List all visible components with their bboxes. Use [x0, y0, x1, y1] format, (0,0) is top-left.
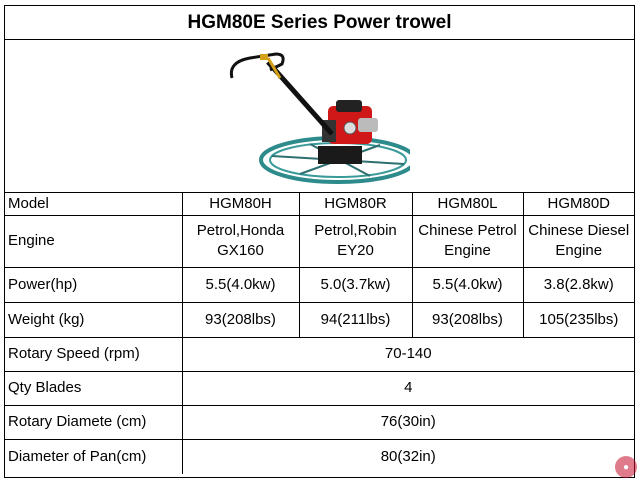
qty-blades-value: 4: [182, 371, 634, 405]
page-title: HGM80E Series Power trowel: [5, 6, 634, 40]
engine-hgm80r: Petrol,Robin EY20: [299, 215, 412, 267]
row-label-rotary-speed: Rotary Speed (rpm): [5, 337, 182, 371]
engine-hgm80h: Petrol,Honda GX160: [182, 215, 299, 267]
weight-hgm80d: 105(235lbs): [523, 302, 634, 337]
power-trowel-icon: [220, 48, 410, 190]
row-label-qty-blades: Qty Blades: [5, 371, 182, 405]
table-row: [5, 371, 634, 405]
row-label-rotary-diameter: Rotary Diamete (cm): [5, 405, 182, 439]
engine-hgm80l: Chinese Petrol Engine: [412, 215, 523, 267]
table-row: [5, 193, 634, 215]
table-row: [5, 302, 634, 337]
power-hgm80h: 5.5(4.0kw): [182, 267, 299, 302]
model-hgm80d: HGM80D: [523, 193, 634, 215]
rotary-speed-value: 70-140: [182, 337, 634, 371]
row-label-engine: Engine: [5, 215, 182, 267]
power-hgm80l: 5.5(4.0kw): [412, 267, 523, 302]
weight-hgm80l: 93(208lbs): [412, 302, 523, 337]
watermark-logo-icon: ●: [615, 456, 637, 478]
table-row: [5, 439, 634, 474]
table-row: [5, 337, 634, 371]
engine-hgm80d: Chinese Diesel Engine: [523, 215, 634, 267]
row-label-weight: Weight (kg): [5, 302, 182, 337]
row-label-power: Power(hp): [5, 267, 182, 302]
row-label-model: Model: [5, 193, 182, 215]
table-row: [5, 215, 634, 267]
row-label-pan-diameter: Diameter of Pan(cm): [5, 439, 182, 474]
product-photo: [5, 40, 634, 193]
spec-table: [5, 193, 634, 474]
table-row: [5, 405, 634, 439]
power-hgm80d: 3.8(2.8kw): [523, 267, 634, 302]
model-hgm80l: HGM80L: [412, 193, 523, 215]
power-hgm80r: 5.0(3.7kw): [299, 267, 412, 302]
pan-diameter-value: 80(32in): [380, 447, 436, 465]
weight-hgm80h: 93(208lbs): [182, 302, 299, 337]
table-row: [5, 267, 634, 302]
model-hgm80r: HGM80R: [299, 193, 412, 215]
weight-hgm80r: 94(211lbs): [299, 302, 412, 337]
rotary-diameter-value: 76(30in): [182, 405, 634, 439]
model-hgm80h: HGM80H: [182, 193, 299, 215]
spec-sheet: [4, 5, 635, 478]
